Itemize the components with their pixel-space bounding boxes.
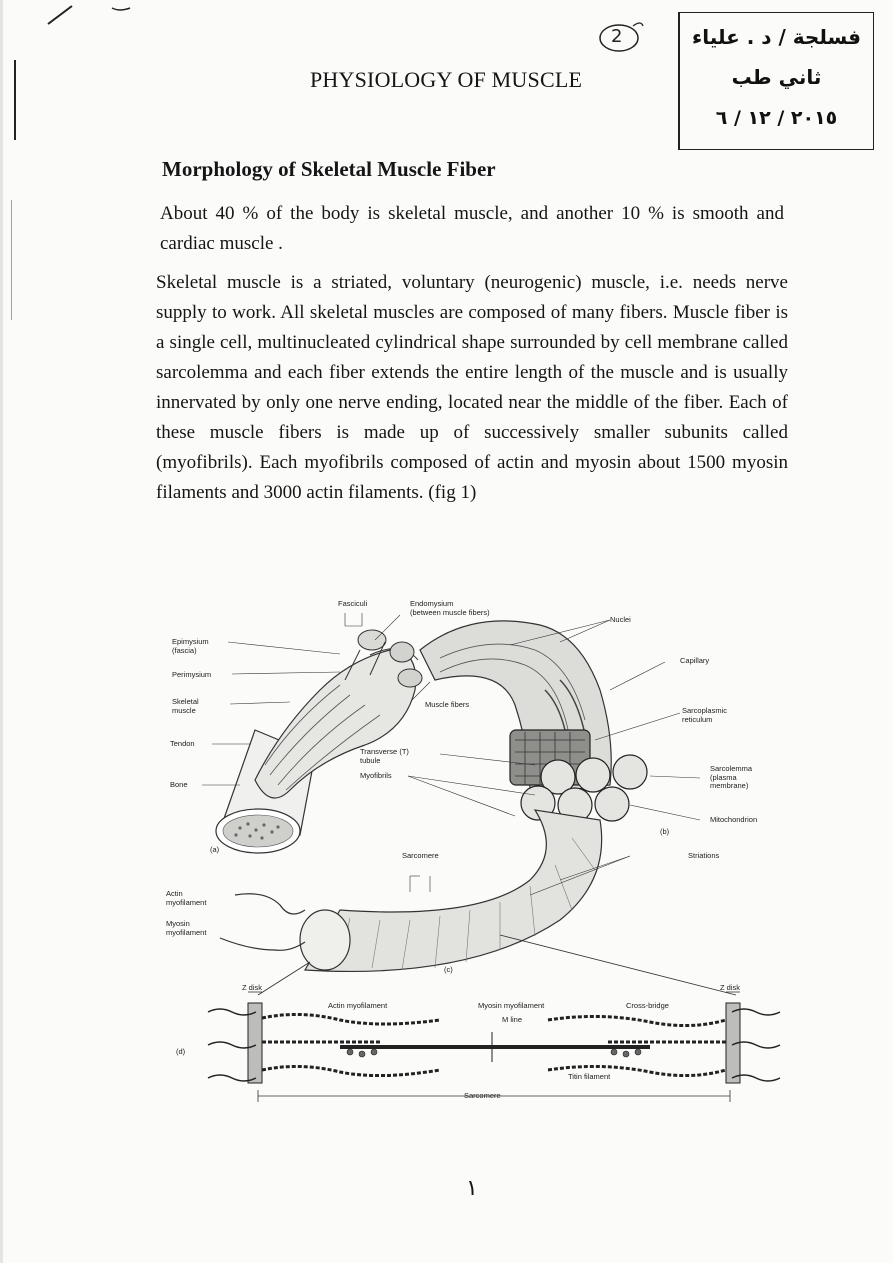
label-myofibrils: Myofibrils xyxy=(360,771,392,780)
label-skeletal-muscle: Skeletal muscle xyxy=(172,697,199,715)
label-cross-bridge: Cross-bridge xyxy=(626,1001,669,1010)
paragraph: Skeletal muscle is a striated, voluntary (neurogenic) muscle, i.e. needs nerve supply to work. All skeletal muscles are composed of many fibers. Muscle fiber is a single cell, multinucleated cylindrical shape surrounded by cell membrane called sarcolemma and each fiber extends the entire length of the muscle and is usually innervated by only one nerve ending, located near the middle of the fiber. Each of these muscle fibers is made up of successively smaller subunits called (myofibrils). Each myofibrils composed of actin and myosin about 1500 myosin filaments and 3000 actin filaments. (fig 1) xyxy=(156,272,788,503)
label-sarcolemma: Sarcolemma (plasma membrane) xyxy=(710,764,753,790)
label-sarcomere-bottom: Sarcomere xyxy=(464,1091,501,1100)
skeletal-muscle-drawing xyxy=(255,630,422,798)
label-fasciculi: Fasciculi xyxy=(338,599,368,608)
label-titin-filament: Titin filament xyxy=(568,1072,611,1081)
section-title: Morphology of Skeletal Muscle Fiber xyxy=(162,157,496,181)
page-mark-number: 2 xyxy=(611,26,623,47)
scan-edge xyxy=(0,0,3,1263)
scan-margin-line xyxy=(14,60,16,140)
label-mitochondrion: Mitochondrion xyxy=(710,815,758,824)
label-bone: Bone xyxy=(170,780,188,789)
label-sarcomere-top: Sarcomere xyxy=(402,851,439,860)
label-muscle-fibers: Muscle fibers xyxy=(425,700,470,709)
label-myosin-myofilament-d: Myosin myofilament xyxy=(478,1001,545,1010)
label-transverse-tubule: Transverse (T) tubule xyxy=(360,747,409,765)
label-z-disk-left: Z disk xyxy=(242,983,263,992)
label-striations: Striations xyxy=(688,851,720,860)
label-nuclei: Nuclei xyxy=(610,615,631,624)
label-z-disk-right: Z disk xyxy=(720,983,741,992)
label-actin-myofilament-d: Actin myofilament xyxy=(328,1001,388,1010)
page-title: PHYSIOLOGY OF MUSCLE xyxy=(310,67,583,92)
muscle-structure-figure xyxy=(140,580,800,1110)
label-m-line: M line xyxy=(502,1015,523,1024)
stamp-year: ثاني طب xyxy=(731,65,822,89)
label-panel-d: (d) xyxy=(176,1047,186,1056)
label-myosin-myofilament: Myosin myofilament xyxy=(166,919,207,937)
stamp-date: ٢٠١٥ / ١٢ / ٦ xyxy=(715,107,838,129)
stamp-course: فسلجة / د . علياء xyxy=(692,25,861,49)
label-panel-a: (a) xyxy=(210,845,220,854)
page-number: ١ xyxy=(466,1176,478,1201)
muscle-fiber-drawing xyxy=(420,621,647,822)
label-sarcoplasmic-reticulum: Sarcoplasmic reticulum xyxy=(682,706,728,724)
label-panel-c: (c) xyxy=(444,965,453,974)
label-perimysium: Perimysium xyxy=(172,670,212,679)
scan-margin-line xyxy=(11,200,12,320)
page-mark xyxy=(597,20,641,52)
label-panel-b: (b) xyxy=(660,827,670,836)
paragraph: About 40 % of the body is skeletal muscle, and another 10 % is smooth and cardiac muscle . xyxy=(160,203,784,254)
label-actin-myofilament: Actin myofilament xyxy=(166,889,207,907)
label-capillary: Capillary xyxy=(680,656,710,665)
label-epimysium: Epimysium (fascia) xyxy=(172,637,209,655)
author-stamp xyxy=(678,12,874,150)
label-tendon: Tendon xyxy=(170,739,195,748)
label-endomysium: Endomysium (between muscle fibers) xyxy=(410,599,490,617)
pen-mark xyxy=(40,0,150,30)
